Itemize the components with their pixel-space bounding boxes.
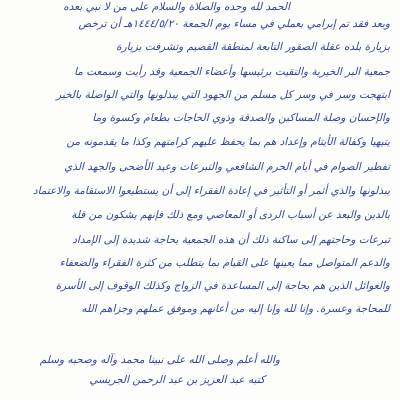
letter-line: وبعد فقد تم إبرامي بعملي في مساء يوم الجمعة ١٤٤٤/٥/٢٠هـ أن ترخص [78,18,390,30]
letter-closing: والله أعلم وصلى الله على نبينا محمد وآله وصحبه وسلم [39,354,280,366]
letter-line: جمعية البر الخيرية والتقيت برئيسها وأعضاء الجمعية وقد رأيت وسمعت ما [74,66,390,78]
letter-line: بالدين والبعد عن أسباب الردى أو المعاصي ومع ذلك فإنهم يشكون من قلة [71,209,390,221]
letter-line: تفطير الصوام في أيام الحرم الشافعي والتبرعات وعيد الأضحى والجهد الذي [64,161,390,173]
letter-line: والإحسان وصلة المساكين والصدقة وذوي الحاجات بطعام وكسوة وما [92,112,390,124]
letter-line: والدعم المتواصل مما يعينها على القيام بما يتطلب من كثرة الفقراء والضعفاء [59,257,390,269]
letter-line: تبرعات وحاجتهم إلى ساكنة ذلك أن هذه الجمعية بحاجة شديدة إلى الإمداد [72,234,390,246]
letter-line: بزيارة بلده عقلة الصقور التابعة لمنطقة القصيم وتشرفت بزيارة [116,41,390,53]
letter-signature: كتبه عبد العزيز بن عبد الرحمن الجريسي [89,374,265,386]
letter-line: يبذلونها والذي أثمر أو التأثير في إعادة الفقراء إلى أن يستطيعوا الاستقامة والاعتماد [32,185,390,197]
letter-line: للمحاجة وعسرة. وإنا لله وإنا إليه من أعانهم وموفق عملهم وجزاهم الله [81,303,390,315]
letter-line: ابتهجت وسر في وسر كل مسلم من الجهود التي يبذلونها والتي الواصلة بالخير [56,89,390,101]
letter-line: والعوائل الذين هم بحاجة إلى المساعدة في الزواج وكذلك الوقوف إلى الأسرة [55,280,390,292]
letter-line: يتيهيا وكفالة الأيتام وإعداد هم بما يحفظ عليهم كرامتهم وكذا ما يقدمونه من [66,136,390,148]
letter-line: الحمد لله وحده والصلاة والسلام على من لا نبي بعده [63,1,290,13]
